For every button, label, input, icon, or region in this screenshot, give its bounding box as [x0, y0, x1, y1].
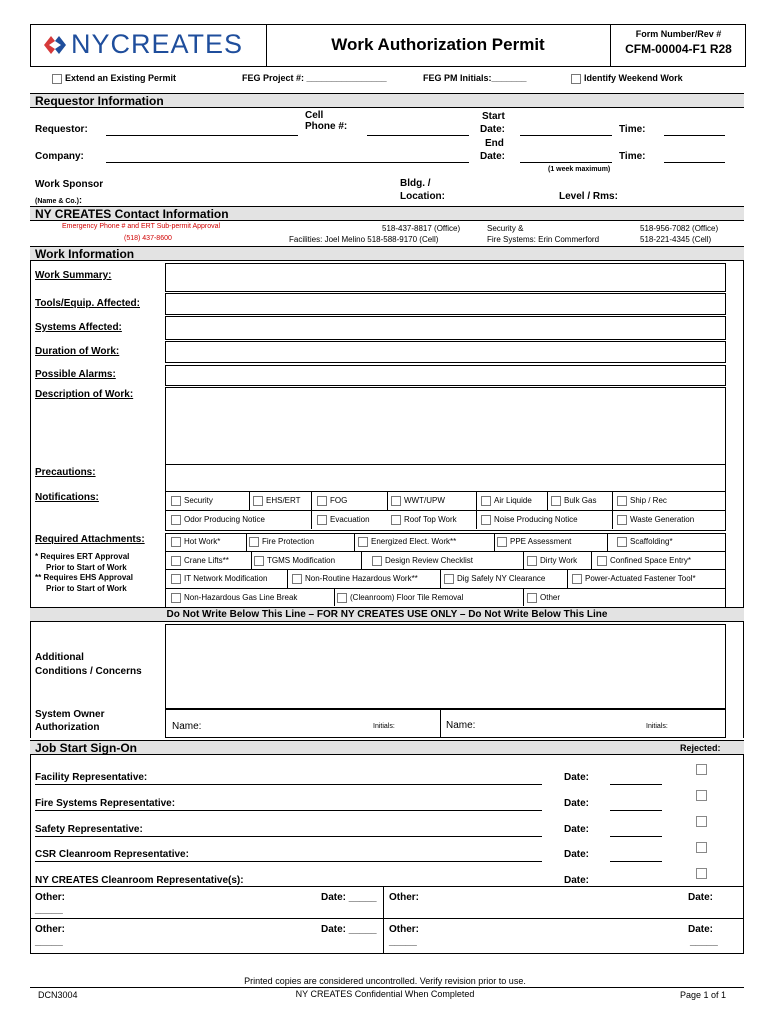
attach-other[interactable]: Other: [527, 592, 560, 604]
cell-label-2: Phone #:: [305, 121, 348, 132]
start-date-field[interactable]: [520, 135, 612, 136]
extend-permit-label: Extend an Existing Permit: [65, 73, 177, 83]
other-blank-3: _____: [35, 936, 63, 947]
notify-bulk-gas[interactable]: Bulk Gas: [551, 495, 596, 507]
owner-name-2: Name:: [446, 720, 476, 731]
fire-rep-label: Fire Systems Representative:: [35, 798, 176, 809]
owner-label-2: Authorization: [35, 722, 100, 733]
attach-non-hazardous-gas[interactable]: Non-Hazardous Gas Line Break: [171, 592, 297, 604]
ert-note-2: Prior to Start of Work: [46, 563, 127, 572]
safety-rejected-checkbox[interactable]: [696, 816, 707, 827]
security-cell: 518-221-4345 (Cell): [640, 235, 712, 244]
footer-note-1: Printed copies are considered uncontrolled. Verify revision prior to use.: [244, 976, 526, 986]
weekend-work-label: Identify Weekend Work: [584, 73, 683, 83]
notify-ship-rec[interactable]: Ship / Rec: [617, 495, 667, 507]
company-label: Company:: [35, 151, 84, 162]
tools-field[interactable]: [165, 293, 726, 315]
start-time-field[interactable]: [664, 135, 725, 136]
section-contact: NY CREATES Contact Information: [30, 206, 744, 221]
owner-initials-2: Initials:: [646, 723, 668, 730]
csr-rep-label: CSR Cleanroom Representative:: [35, 849, 189, 860]
facility-date-label: Date:: [564, 772, 590, 783]
fire-date-label: Date:: [564, 798, 590, 809]
csr-rep-field[interactable]: [35, 861, 542, 862]
notify-fog[interactable]: FOG: [317, 495, 347, 507]
notify-roof-top[interactable]: Roof Top Work: [391, 514, 457, 526]
attach-crane[interactable]: Crane Lifts**: [171, 555, 229, 567]
notify-odor[interactable]: Odor Producing Notice: [171, 514, 265, 526]
feg-project[interactable]: FEG Project #: ________________: [242, 73, 387, 83]
systems-field[interactable]: [165, 316, 726, 340]
footer-page: Page 1 of 1: [680, 990, 727, 1000]
footer-note-2: NY CREATES Confidential When Completed: [295, 989, 475, 999]
attach-scaffolding[interactable]: Scaffolding*: [617, 536, 673, 548]
logo-mark-icon: [41, 33, 69, 57]
attach-non-routine[interactable]: Non-Routine Hazardous Work**: [292, 573, 418, 585]
other-date-3[interactable]: Date: _____: [321, 924, 377, 935]
sponsor-sub: (Name & Co.):: [35, 195, 82, 205]
form-number: CFM-00004-F1 R28: [625, 42, 732, 56]
work-summary-field[interactable]: [165, 263, 726, 292]
header: [30, 24, 746, 67]
requestor-field[interactable]: [106, 135, 298, 136]
facilities-contact: Facilities: Joel Melino 518-588-9170 (Cell): [289, 235, 439, 244]
end-label-2: Date:: [480, 151, 506, 162]
internal-use-banner: Do Not Write Below This Line – FOR NY CREATES USE ONLY – Do Not Write Below This Line: [30, 607, 744, 622]
facility-rejected-checkbox[interactable]: [696, 764, 707, 775]
other-date-1[interactable]: Date: _____: [321, 892, 377, 903]
end-time-field[interactable]: [664, 162, 725, 163]
notify-ehs-ert[interactable]: EHS/ERT: [253, 495, 301, 507]
duration-label: Duration of Work:: [35, 346, 120, 357]
ehs-note-2: Prior to Start of Work: [46, 584, 127, 593]
other-label-4: Other:: [389, 924, 419, 935]
page-title: Work Authorization Permit: [331, 35, 545, 54]
notify-waste[interactable]: Waste Generation: [617, 514, 694, 526]
bldg-label-2: Location:: [400, 191, 445, 202]
footer-rule: [30, 987, 744, 988]
sponsor-label: Work Sponsor: [35, 179, 104, 190]
facilities-office: 518-437-8817 (Office): [382, 224, 461, 233]
attach-energized[interactable]: Energized Elect. Work**: [358, 536, 456, 548]
tools-label: Tools/Equip. Affected:: [35, 298, 140, 309]
csr-rejected-checkbox[interactable]: [696, 842, 707, 853]
safety-rep-label: Safety Representative:: [35, 824, 143, 835]
start-label-1: Start: [482, 111, 505, 122]
owner-name-1: Name:: [172, 721, 202, 732]
feg-pm-initials[interactable]: FEG PM Initials:_______: [423, 73, 527, 83]
emergency-phone: (518) 437-8600: [124, 235, 172, 242]
rejected-label: Rejected:: [680, 743, 721, 753]
notify-air-liquide[interactable]: Air Liquide: [481, 495, 532, 507]
ert-note-1: * Requires ERT Approval: [35, 552, 130, 561]
section-work: Work Information: [30, 246, 744, 261]
description-field[interactable]: [165, 387, 726, 465]
csr-date-field[interactable]: [610, 861, 662, 862]
notify-security[interactable]: Security: [171, 495, 213, 507]
owner-initials-1: Initials:: [373, 723, 395, 730]
form-number-box: [610, 25, 746, 66]
attach-tgms[interactable]: TGMS Modification: [254, 555, 335, 567]
footer-dcn: DCN3004: [38, 990, 78, 1000]
start-label-2: Date:: [480, 124, 506, 135]
description-label: Description of Work:: [35, 389, 134, 400]
additional-conditions-field[interactable]: [165, 624, 726, 710]
systems-label: Systems Affected:: [35, 322, 122, 333]
other-label-1: Other:: [35, 892, 65, 903]
safety-rep-field[interactable]: [35, 836, 542, 837]
other-label-2: Other:: [389, 892, 419, 903]
cell-label-1: Cell: [305, 110, 324, 121]
end-date-field[interactable]: [520, 162, 612, 163]
form-number-label: Form Number/Rev #: [635, 29, 722, 39]
safety-date-field[interactable]: [610, 836, 662, 837]
bldg-label-1: Bldg. /: [400, 178, 431, 189]
facility-rep-field[interactable]: [35, 784, 542, 785]
owner-label-1: System Owner: [35, 709, 105, 720]
end-label-1: End: [485, 138, 504, 149]
other-blank-1: _____: [35, 904, 63, 915]
required-attachments-label: Required Attachments:: [35, 534, 145, 545]
notify-noise[interactable]: Noise Producing Notice: [481, 514, 578, 526]
section-sign-on: Job Start Sign-On: [30, 740, 744, 755]
duration-field[interactable]: [165, 341, 726, 363]
fire-rejected-checkbox[interactable]: [696, 790, 707, 801]
alarms-label: Possible Alarms:: [35, 369, 116, 380]
logo: [31, 25, 267, 66]
attach-ppe[interactable]: PPE Assessment: [497, 536, 571, 548]
ehs-note-1: ** Requires EHS Approval: [35, 573, 133, 582]
csr-date-label: Date:: [564, 849, 590, 860]
security-office: 518-956-7082 (Office): [640, 224, 719, 233]
other-blank-4: _____: [389, 936, 417, 947]
section-requestor: Requestor Information: [30, 93, 744, 108]
alarms-field[interactable]: [165, 365, 726, 386]
facility-date-field[interactable]: [610, 784, 662, 785]
week-max-note: (1 week maximum): [548, 166, 611, 173]
precautions-field[interactable]: [165, 464, 726, 492]
additional-label-1: Additional: [35, 652, 84, 663]
notify-evacuation[interactable]: Evacuation: [317, 514, 370, 526]
security-contact: Fire Systems: Erin Commerford: [487, 235, 600, 244]
fire-rep-field[interactable]: [35, 810, 542, 811]
attach-dirty-work[interactable]: Dirty Work: [527, 555, 577, 567]
attach-floor-tile[interactable]: (Cleanroom) Floor Tile Removal: [337, 592, 463, 604]
nyc-rep-label: NY CREATES Cleanroom Representative(s):: [35, 875, 244, 886]
notify-wwt-upw[interactable]: WWT/UPW: [391, 495, 445, 507]
attach-it-network[interactable]: IT Network Modification: [171, 573, 267, 585]
end-time-label: Time:: [619, 151, 646, 162]
weekend-work-checkbox[interactable]: [571, 72, 683, 84]
extend-permit-checkbox[interactable]: [52, 72, 176, 84]
emergency-label: Emergency Phone # and ERT Sub-permit Approval: [62, 223, 221, 230]
facility-rep-label: Facility Representative:: [35, 772, 148, 783]
fire-date-field[interactable]: [610, 810, 662, 811]
attach-dig-safely[interactable]: Dig Safely NY Clearance: [444, 573, 545, 585]
other-date-4: Date:: [688, 924, 714, 935]
attach-hot-work[interactable]: Hot Work*: [171, 536, 220, 548]
cell-phone-field[interactable]: [367, 135, 469, 136]
company-field[interactable]: [106, 162, 469, 163]
start-time-label: Time:: [619, 124, 646, 135]
safety-date-label: Date:: [564, 824, 590, 835]
other-blank-5: _____: [690, 936, 718, 947]
work-summary-label: Work Summary:: [35, 270, 112, 281]
additional-label-2: Conditions / Concerns: [35, 666, 142, 677]
requestor-label: Requestor:: [35, 124, 88, 135]
nyc-date-label: Date:: [564, 875, 590, 886]
logo-text: NYCREATES: [71, 29, 244, 59]
attach-design-review[interactable]: Design Review Checklist: [372, 555, 473, 567]
precautions-label: Precautions:: [35, 467, 96, 478]
attach-confined-space[interactable]: Confined Space Entry*: [597, 555, 691, 567]
notifications-label: Notifications:: [35, 492, 99, 503]
attach-power-actuated[interactable]: Power-Actuated Fastener Tool*: [572, 573, 696, 585]
security-label: Security &: [487, 224, 524, 233]
attach-fire-protection[interactable]: Fire Protection: [249, 536, 314, 548]
nyc-rejected-checkbox[interactable]: [696, 868, 707, 879]
other-label-3: Other:: [35, 924, 65, 935]
level-label: Level / Rms:: [559, 191, 618, 202]
other-date-2: Date:: [688, 892, 714, 903]
